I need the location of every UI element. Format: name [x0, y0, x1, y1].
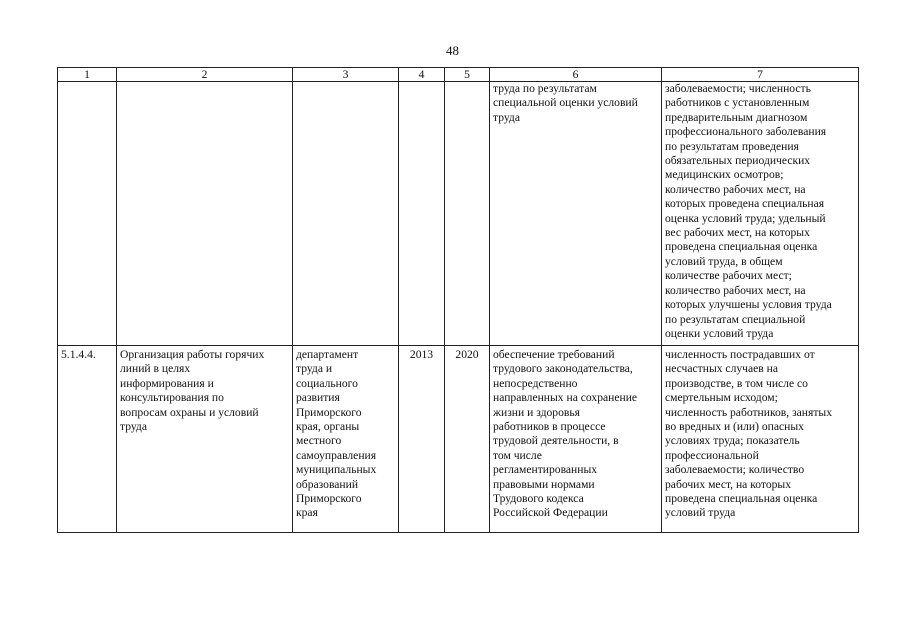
col-header-4: 4 — [399, 68, 445, 82]
cell-measure — [117, 82, 293, 346]
cell-start-year — [399, 82, 445, 346]
col-header-7: 7 — [662, 68, 859, 82]
table-row-5-1-4-4 — [58, 346, 859, 533]
cell-expected-result: обеспечение требований трудового законодательства, непосредственно направленных на сохранение жизни и здоровья работников в процессе трудовой деятельности, в том числе регламентированных правовыми нормами Трудового кодекса Российской Федерации — [490, 346, 662, 533]
cell-end-year — [445, 82, 490, 346]
cell-number — [58, 82, 117, 346]
col-header-1: 1 — [58, 68, 117, 82]
cell-executor: департамент труда и социального развития Приморского края, органы местного самоуправления муниципальных образований Приморского края — [293, 346, 399, 533]
col-header-3: 3 — [293, 68, 399, 82]
cell-indicators: заболеваемости; численность работников с установленным предварительным диагнозом профессионального заболевания по результатам проведения обязательных периодических медицинских осмотров; количество рабочих мест, на которых проведена специальная оценка условий труда; удельный вес рабочих мест, на которых проведена специальная оценка условий труда, в общем количестве рабочих мест; количество рабочих мест, на которых улучшены условия труда по результатам специальной оценки условий труда — [662, 82, 859, 346]
page-number: 48 — [446, 43, 459, 58]
cell-start-year: 2013 — [399, 346, 445, 533]
cell-indicators: численность пострадавших от несчастных случаев на производстве, в том числе со смертельным исходом; численность работников, занятых во вредных и (или) опасных условиях труда; показатель профессиональной заболеваемости; количество рабочих мест, на которых проведена специальная оценка условий труда — [662, 346, 859, 533]
col-header-6: 6 — [490, 68, 662, 82]
cell-executor — [293, 82, 399, 346]
cell-number: 5.1.4.4. — [58, 346, 117, 533]
column-number-row — [58, 68, 859, 82]
col-header-5: 5 — [445, 68, 490, 82]
cell-measure: Организация работы горячих линий в целях информирования и консультирования по вопросам охраны и условий труда — [117, 346, 293, 533]
cell-expected-result: труда по результатам специальной оценки условий труда — [490, 82, 662, 346]
col-header-2: 2 — [117, 68, 293, 82]
table-row-continuation — [58, 82, 859, 346]
cell-end-year: 2020 — [445, 346, 490, 533]
measures-table — [57, 67, 859, 533]
